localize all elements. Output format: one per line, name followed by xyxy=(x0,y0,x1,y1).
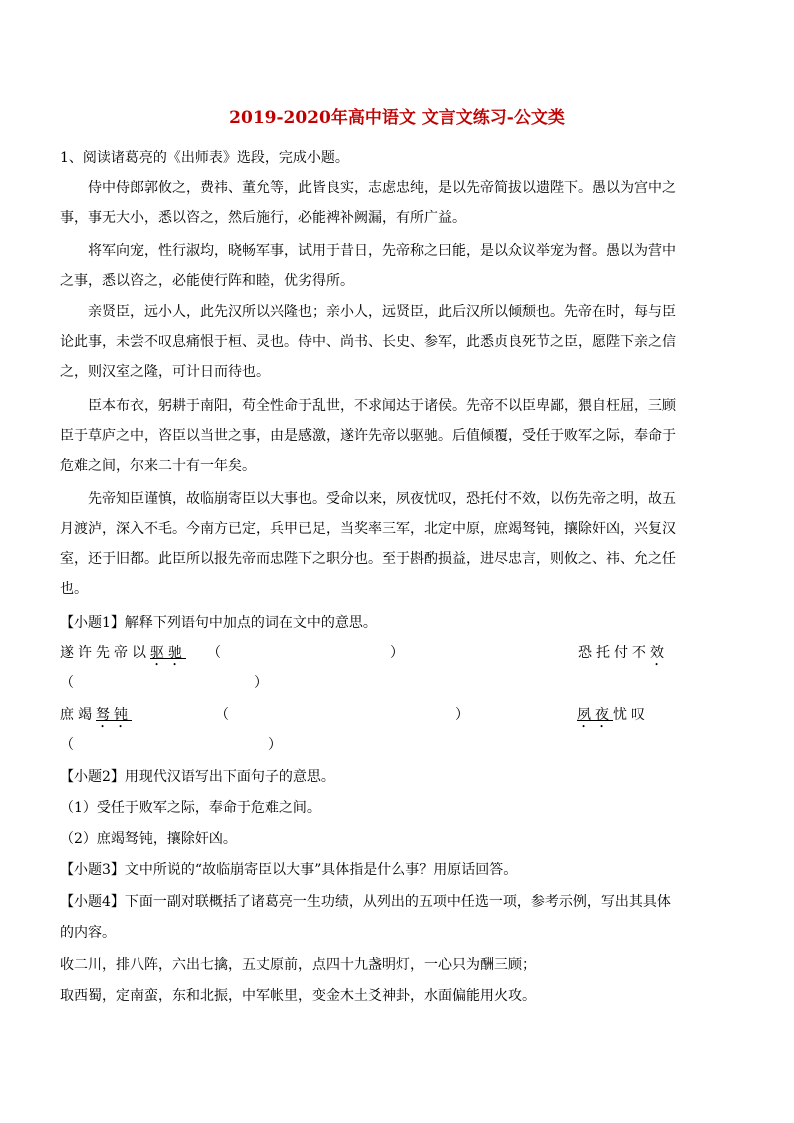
subquestion-2-sentence-1: （1）受任于败军之际，奉命于危难之间。 xyxy=(60,800,321,816)
q1-item-c xyxy=(60,705,132,731)
document-title: 2019-2020年高中语文 文言文练习-公文类 xyxy=(229,108,565,128)
q1-item-a-close-paren: ） xyxy=(390,645,404,661)
q1-item-b-open-paren: （ xyxy=(60,675,74,691)
q1-item-d-text: 忧叹 xyxy=(613,707,649,723)
q1-item-b-keyword: 效 xyxy=(650,645,668,661)
q1-item-d-open-paren: （ xyxy=(60,737,74,753)
question-intro: 1、阅读诸葛亮的《出师表》选段，完成小题。 xyxy=(60,150,349,166)
passage-line: 论此事，未尝不叹息痛恨于桓、灵也。侍中、尚书、长史、参军，此悉贞良死节之臣，愿陛下亲之信 xyxy=(60,334,676,350)
passage-line: 事，事无大小，悉以咨之，然后施行，必能裨补阙漏，有所广益。 xyxy=(60,210,466,226)
passage-line: 之事，悉以咨之，必能使行阵和睦，优劣得所。 xyxy=(60,273,354,289)
q1-item-c-keyword: 驽钝 xyxy=(96,707,132,723)
passage-line: 臣本布衣，躬耕于南阳，苟全性命于乱世，不求闻达于诸侯。先帝不以臣卑鄙，猥自枉屈，三顾 xyxy=(88,398,676,414)
q1-item-d-keyword: 夙夜 xyxy=(577,707,613,723)
subquestion-4-label: 【小题4】下面一副对联概括了诸葛亮一生功绩，从列出的五项中任选一项，参考示例，写出其具体 xyxy=(60,894,671,910)
passage-line: 危难之间，尔来二十有一年矣。 xyxy=(60,458,256,474)
q1-item-b-close-paren: ） xyxy=(254,675,268,691)
q1-item-c-open-paren: （ xyxy=(215,707,229,723)
passage-line: 将军向宠，性行淑均，晓畅军事，试用于昔日，先帝称之曰能，是以众议举宠为督。愚以为营中 xyxy=(88,243,676,259)
passage-line: 月渡泸，深入不毛。今南方已定，兵甲已足，当奖率三军，北定中原，庶竭驽钝，攘除奸凶，兴复汉 xyxy=(60,521,676,537)
subquestion-2-label: 【小题2】用现代汉语写出下面句子的意思。 xyxy=(60,769,335,785)
q1-item-b-text: 恐托付不 xyxy=(578,645,650,661)
passage-line: 侍中侍郎郭攸之，费祎、董允等，此皆良实，志虑忠纯，是以先帝简拔以遗陛下。愚以为宫中之 xyxy=(88,180,676,196)
couplet-line-2: 取西蜀，定南蛮，东和北振，中军帐里，变金木土爻神卦，水面偏能用火攻。 xyxy=(60,988,536,1004)
passage-line: 之，则汉室之隆，可计日而待也。 xyxy=(60,364,270,380)
subquestion-4-label-continued: 的内容。 xyxy=(60,925,116,941)
q1-item-c-text: 庶竭 xyxy=(60,707,96,723)
subquestion-3-label: 【小题3】文中所说的“故临崩寄臣以大事”具体指是什么事？用原话回答。 xyxy=(60,862,518,878)
subquestion-2-sentence-2: （2）庶竭驽钝，攘除奸凶。 xyxy=(60,831,237,847)
passage-line: 先帝知臣谨慎，故临崩寄臣以大事也。受命以来，夙夜忧叹，恐托付不效，以伤先帝之明，故五 xyxy=(88,491,676,507)
q1-item-a-keyword: 驱驰 xyxy=(150,645,186,661)
passage-line: 亲贤臣，远小人，此先汉所以兴隆也；亲小人，远贤臣，此后汉所以倾颓也。先帝在时，每与臣 xyxy=(88,304,676,320)
q1-item-c-close-paren: ） xyxy=(455,707,469,723)
q1-item-b xyxy=(578,643,668,669)
q1-item-d xyxy=(577,705,649,731)
q1-item-a xyxy=(60,643,186,669)
passage-line: 臣于草庐之中，咨臣以当世之事，由是感激，遂许先帝以驱驰。后值倾覆，受任于败军之际，奉命于 xyxy=(60,428,676,444)
passage-line: 也。 xyxy=(60,581,88,597)
q1-item-a-open-paren: （ xyxy=(207,645,221,661)
couplet-line-1: 收二川，排八阵，六出七擒，五丈原前，点四十九盏明灯，一心只为酬三顾； xyxy=(60,957,536,973)
subquestion-1-label: 【小题1】解释下列语句中加点的词在文中的意思。 xyxy=(60,615,377,631)
q1-item-a-text: 遂许先帝以 xyxy=(60,645,150,661)
passage-line: 室，还于旧都。此臣所以报先帝而忠陛下之职分也。至于斟酌损益，进尽忠言，则攸之、祎、允之任 xyxy=(60,551,676,567)
q1-item-d-close-paren: ） xyxy=(268,737,282,753)
